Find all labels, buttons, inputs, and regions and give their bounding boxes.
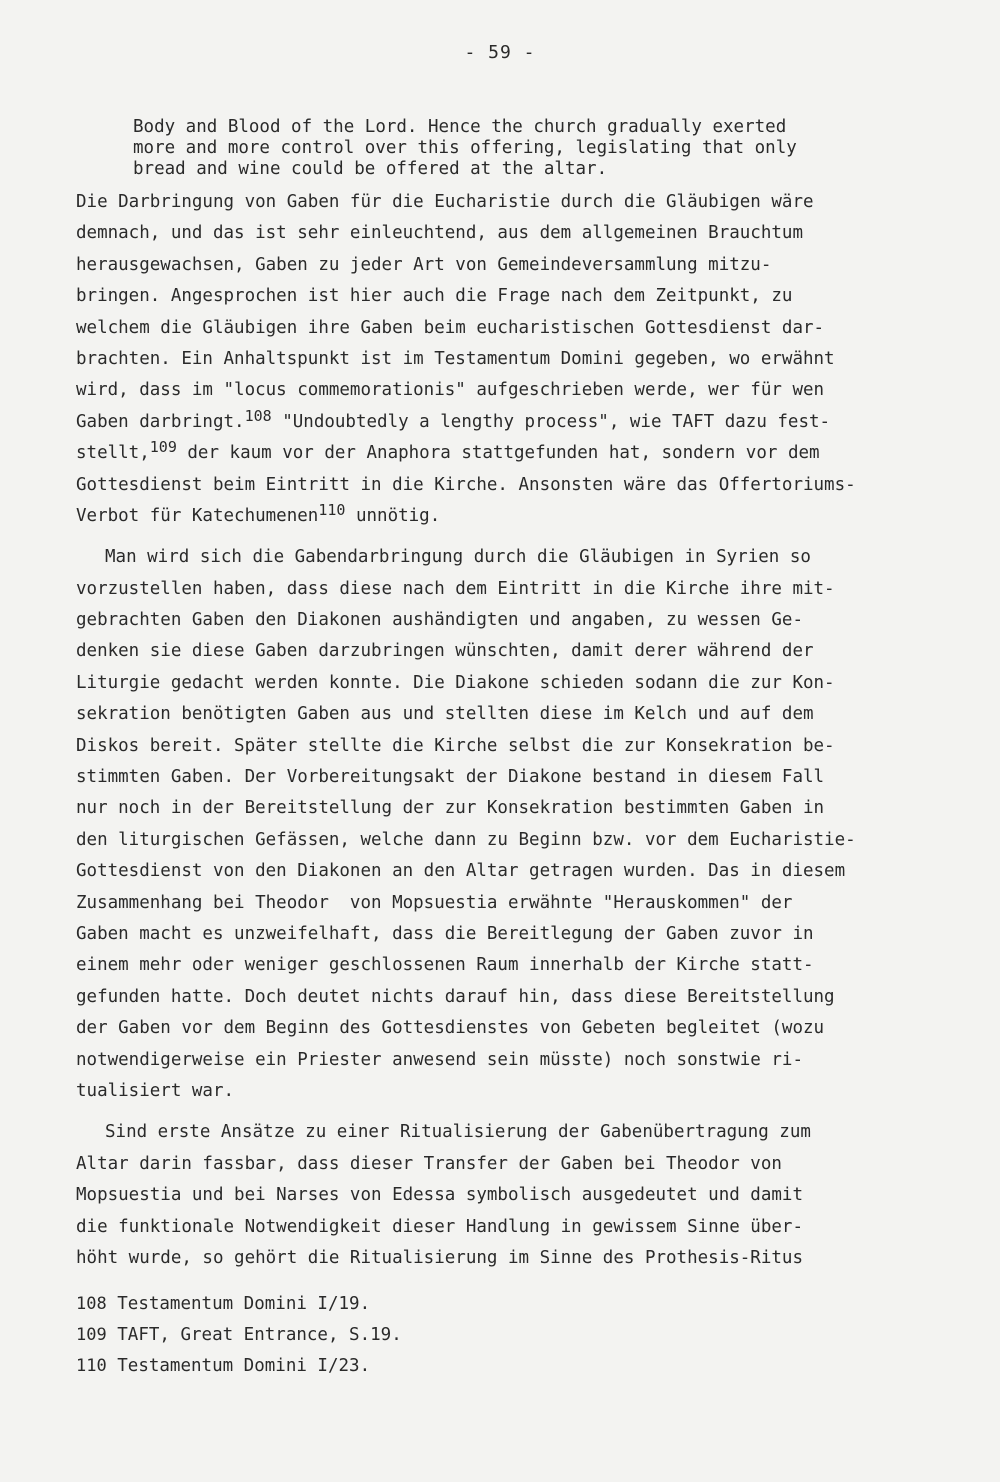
text-segment: stellt, bbox=[76, 443, 150, 464]
text-line: Gottesdienst von den Diakonen an den Altar getragen wurden. Das in diesem bbox=[76, 861, 846, 882]
page-number: - 59 - bbox=[464, 42, 536, 63]
text-line: Sind erste Ansätze zu einer Ritualisierung der Gabenübertragung zum bbox=[105, 1122, 811, 1143]
text-line: Diskos bereit. Später stellte die Kirche selbst die zur Konsekration be- bbox=[76, 735, 835, 756]
text-line: bringen. Angesprochen ist hier auch die Frage nach dem Zeitpunkt, zu bbox=[76, 286, 793, 307]
paragraph-3 bbox=[76, 1117, 956, 1274]
text-line: Liturgie gedacht werden konnte. Die Diakone schieden sodann die zur Kon- bbox=[76, 672, 835, 693]
text-line: Altar darin fassbar, dass dieser Transfer der Gaben bei Theodor von bbox=[76, 1153, 782, 1174]
text-line: gebrachten Gaben den Diakonen aushändigten und angaben, zu wessen Ge- bbox=[76, 610, 803, 631]
text-line: denken sie diese Gaben darzubringen wünschten, damit derer während der bbox=[76, 641, 814, 662]
footnote-text: Testamentum Domini I/19. bbox=[106, 1294, 371, 1314]
text-line: brachten. Ein Anhaltspunkt ist im Testamentum Domini gegeben, wo erwähnt bbox=[76, 348, 835, 369]
block-quote bbox=[133, 117, 893, 180]
footnote-109 bbox=[76, 1320, 776, 1351]
text-line: stimmten Gaben. Der Vorbereitungsakt der Diakone bestand in diesem Fall bbox=[76, 767, 825, 788]
text-line: herausgewachsen, Gaben zu jeder Art von Gemeindeversammlung mitzu- bbox=[76, 254, 772, 275]
footnote-text: TAFT, Great Entrance, S.19. bbox=[106, 1325, 402, 1345]
text-line bbox=[76, 501, 956, 532]
text-line: einem mehr oder weniger geschlossenen Raum innerhalb der Kirche statt- bbox=[76, 955, 814, 976]
text-segment: Verbot für Katechumenen bbox=[76, 505, 319, 526]
footnote-ref-108: 108 bbox=[244, 406, 272, 425]
text-line: der Gaben vor dem Beginn des Gottesdienstes von Gebeten begleitet (wozu bbox=[76, 1018, 825, 1039]
footnote-number: 110 bbox=[76, 1356, 107, 1376]
text-segment: "Undoubtedly a lengthy process", wie TAFT dazu fest- bbox=[271, 411, 831, 432]
footnote-ref-110: 110 bbox=[318, 500, 346, 519]
text-line: welchem die Gläubigen ihre Gaben beim eucharistischen Gottesdienst dar- bbox=[76, 317, 825, 338]
text-line: tualisiert war. bbox=[76, 1080, 235, 1101]
quote-line: Body and Blood of the Lord. Hence the church gradually exerted bbox=[133, 117, 787, 137]
text-line: Zusammenhang bei Theodor von Mopsuestia erwähnte "Herauskommen" der bbox=[76, 892, 793, 913]
text-line: die funktionale Notwendigkeit dieser Handlung in gewissem Sinne über- bbox=[76, 1216, 803, 1237]
text-line: Mopsuestia und bei Narses von Edessa symbolisch ausgedeutet und damit bbox=[76, 1185, 803, 1206]
footnotes bbox=[76, 1289, 776, 1382]
text-segment: unnötig. bbox=[345, 505, 441, 526]
text-line bbox=[76, 407, 956, 438]
body-text bbox=[76, 187, 956, 1274]
text-line: gefunden hatte. Doch deutet nichts darauf hin, dass diese Bereitstellung bbox=[76, 986, 835, 1007]
text-line: nur noch in der Bereitstellung der zur Konsekration bestimmten Gaben in bbox=[76, 798, 825, 819]
paragraph-1 bbox=[76, 187, 956, 532]
footnote-108 bbox=[76, 1289, 776, 1320]
text-segment: der kaum vor der Anaphora stattgefunden hat, sondern vor dem bbox=[176, 443, 820, 464]
text-line: sekration benötigten Gaben aus und stellten diese im Kelch und auf dem bbox=[76, 704, 814, 725]
text-line: Gottesdienst beim Eintritt in die Kirche. Ansonsten wäre das Offertoriums- bbox=[76, 474, 856, 495]
footnote-number: 108 bbox=[76, 1294, 107, 1314]
text-line: höht wurde, so gehört die Ritualisierung im Sinne des Prothesis-Ritus bbox=[76, 1247, 803, 1268]
text-line: wird, dass im "locus commemorationis" aufgeschrieben werde, wer für wen bbox=[76, 380, 825, 401]
footnote-number: 109 bbox=[76, 1325, 107, 1345]
text-segment: Gaben darbringt. bbox=[76, 411, 245, 432]
quote-line: bread and wine could be offered at the altar. bbox=[133, 159, 608, 179]
text-line: vorzustellen haben, dass diese nach dem Eintritt in die Kirche ihre mit- bbox=[76, 578, 835, 599]
text-line: notwendigerweise ein Priester anwesend sein müsste) noch sonstwie ri- bbox=[76, 1049, 803, 1070]
text-line: den liturgischen Gefässen, welche dann zu Beginn bzw. vor dem Eucharistie- bbox=[76, 829, 856, 850]
text-line: Gaben macht es unzweifelhaft, dass die Bereitlegung der Gaben zuvor in bbox=[76, 923, 814, 944]
footnote-110 bbox=[76, 1351, 776, 1382]
footnote-ref-109: 109 bbox=[149, 438, 177, 457]
quote-line: more and more control over this offering, legislating that only bbox=[133, 138, 797, 158]
paragraph-2 bbox=[76, 542, 956, 1107]
footnote-text: Testamentum Domini I/23. bbox=[106, 1356, 371, 1376]
text-line: Die Darbringung von Gaben für die Eucharistie durch die Gläubigen wäre bbox=[76, 192, 814, 212]
text-line: Man wird sich die Gabendarbringung durch die Gläubigen in Syrien so bbox=[105, 547, 811, 568]
text-line: demnach, und das ist sehr einleuchtend, aus dem allgemeinen Brauchtum bbox=[76, 223, 803, 244]
text-line bbox=[76, 438, 956, 469]
